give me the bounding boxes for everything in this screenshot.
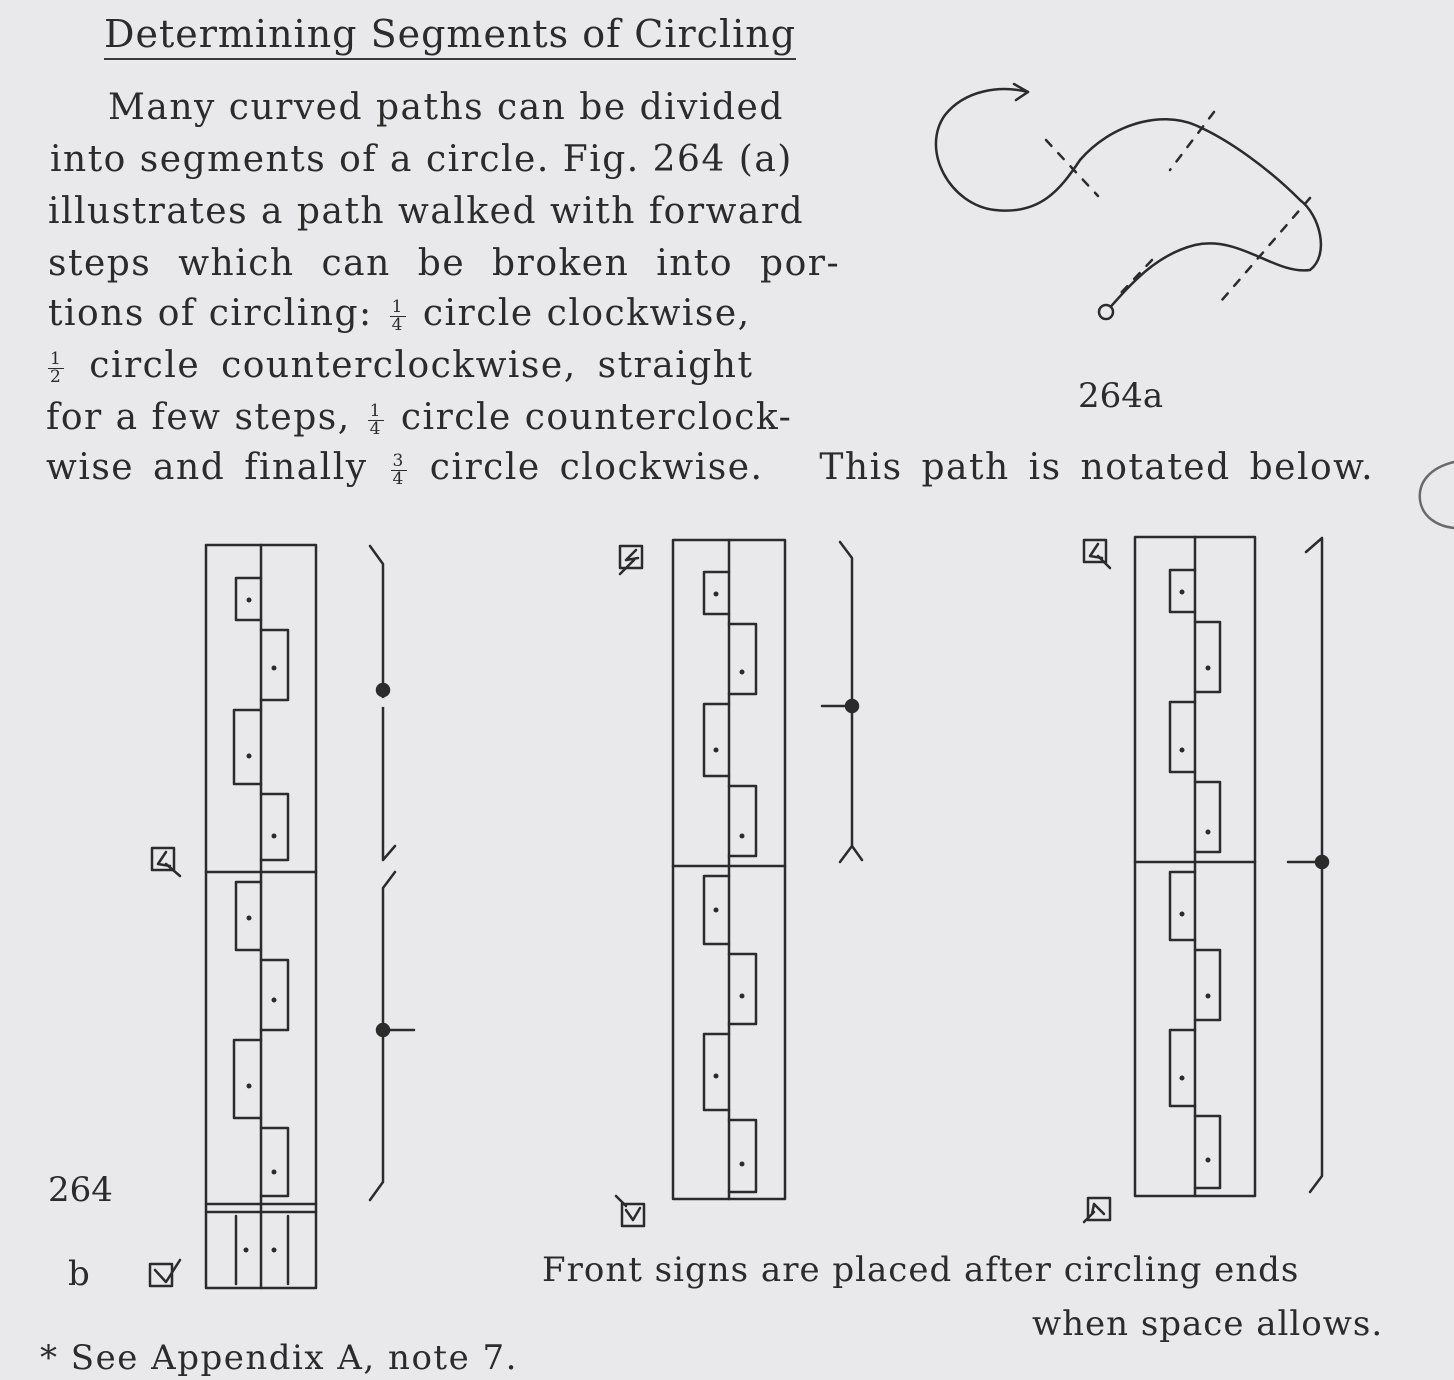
text-segment: circle counterclock- (400, 397, 793, 438)
staff-middle (616, 540, 862, 1226)
left-step-symbol (1170, 1030, 1195, 1106)
text-segment: circle clockwise. (429, 447, 764, 488)
margin-mark (1420, 462, 1454, 528)
fraction-denominator: 4 (369, 418, 382, 439)
figure-b-letter: b (68, 1254, 90, 1294)
front-sign-icon (152, 848, 180, 876)
right-step-symbol (261, 960, 288, 1030)
front-sign-icon (616, 1196, 644, 1226)
fraction-numerator: 1 (50, 348, 63, 369)
start-circle-icon (1099, 305, 1113, 319)
right-step-symbol (261, 794, 288, 860)
staff-right (1084, 537, 1328, 1222)
right-step-symbol (261, 630, 288, 700)
text-segment: circle counterclockwise, straight (89, 345, 754, 386)
right-step-symbol (1195, 782, 1220, 852)
front-sign-icon (1084, 1198, 1110, 1222)
right-step-symbol (1195, 950, 1220, 1020)
front-sign-icon (1084, 540, 1110, 568)
section-heading: Determining Segments of Circling (104, 12, 796, 60)
right-step-symbol (1195, 622, 1220, 692)
circling-bracket (1288, 538, 1328, 1192)
circling-bracket (370, 546, 414, 1200)
front-sign-icon (150, 1260, 180, 1286)
fraction-numerator: 3 (392, 450, 405, 471)
caption-line-1: Front signs are placed after circling ends (542, 1250, 1300, 1290)
dashed-segment-divider (1222, 198, 1310, 300)
caption-line-2: when space allows. (1032, 1304, 1384, 1344)
walking-path (936, 89, 1321, 312)
footnote: * See Appendix A, note 7. (40, 1338, 518, 1378)
text-segment: This path is notated below. (819, 447, 1375, 488)
circling-bracket (822, 542, 862, 862)
fraction-denominator: 4 (392, 468, 405, 489)
left-step-symbol (234, 710, 261, 784)
paragraph-line-4: steps which can be broken into por- (48, 243, 841, 284)
left-step-symbol (704, 1034, 729, 1110)
fraction-denominator: 4 (391, 314, 404, 335)
left-step-symbol (234, 1040, 261, 1118)
left-step-symbol (704, 704, 729, 776)
bracket-hook-icon (840, 846, 852, 862)
left-step-symbol (1170, 872, 1195, 940)
right-step-symbol (261, 1128, 288, 1196)
paragraph-line-2: into segments of a circle. Fig. 264 (a) (50, 139, 793, 180)
fraction-numerator: 1 (369, 400, 382, 421)
left-step-symbol (1170, 702, 1195, 772)
dashed-segment-divider (1118, 260, 1152, 296)
text-segment: tions of circling: (48, 293, 373, 334)
right-step-symbol (729, 624, 756, 694)
staff-left (150, 545, 414, 1288)
paragraph-line-1: Many curved paths can be divided (108, 87, 784, 128)
right-step-symbol (729, 786, 756, 856)
curved-path-diagram (936, 84, 1321, 319)
turn-dot-icon (377, 684, 389, 696)
text-segment: wise and finally (46, 447, 368, 488)
fraction-numerator: 1 (391, 296, 404, 317)
arrowhead-icon (1014, 84, 1028, 100)
right-step-symbol (729, 954, 756, 1024)
text-segment: circle clockwise, (422, 293, 751, 334)
paragraph-line-3: illustrates a path walked with forward (48, 191, 805, 232)
right-step-symbol (729, 1120, 756, 1192)
front-sign-icon (620, 546, 642, 574)
figure-a-label: 264a (1078, 376, 1164, 416)
fraction-denominator: 2 (50, 366, 63, 387)
text-segment: for a few steps, (46, 397, 351, 438)
figure-b-number: 264 (48, 1170, 113, 1210)
right-step-symbol (1195, 1116, 1220, 1188)
